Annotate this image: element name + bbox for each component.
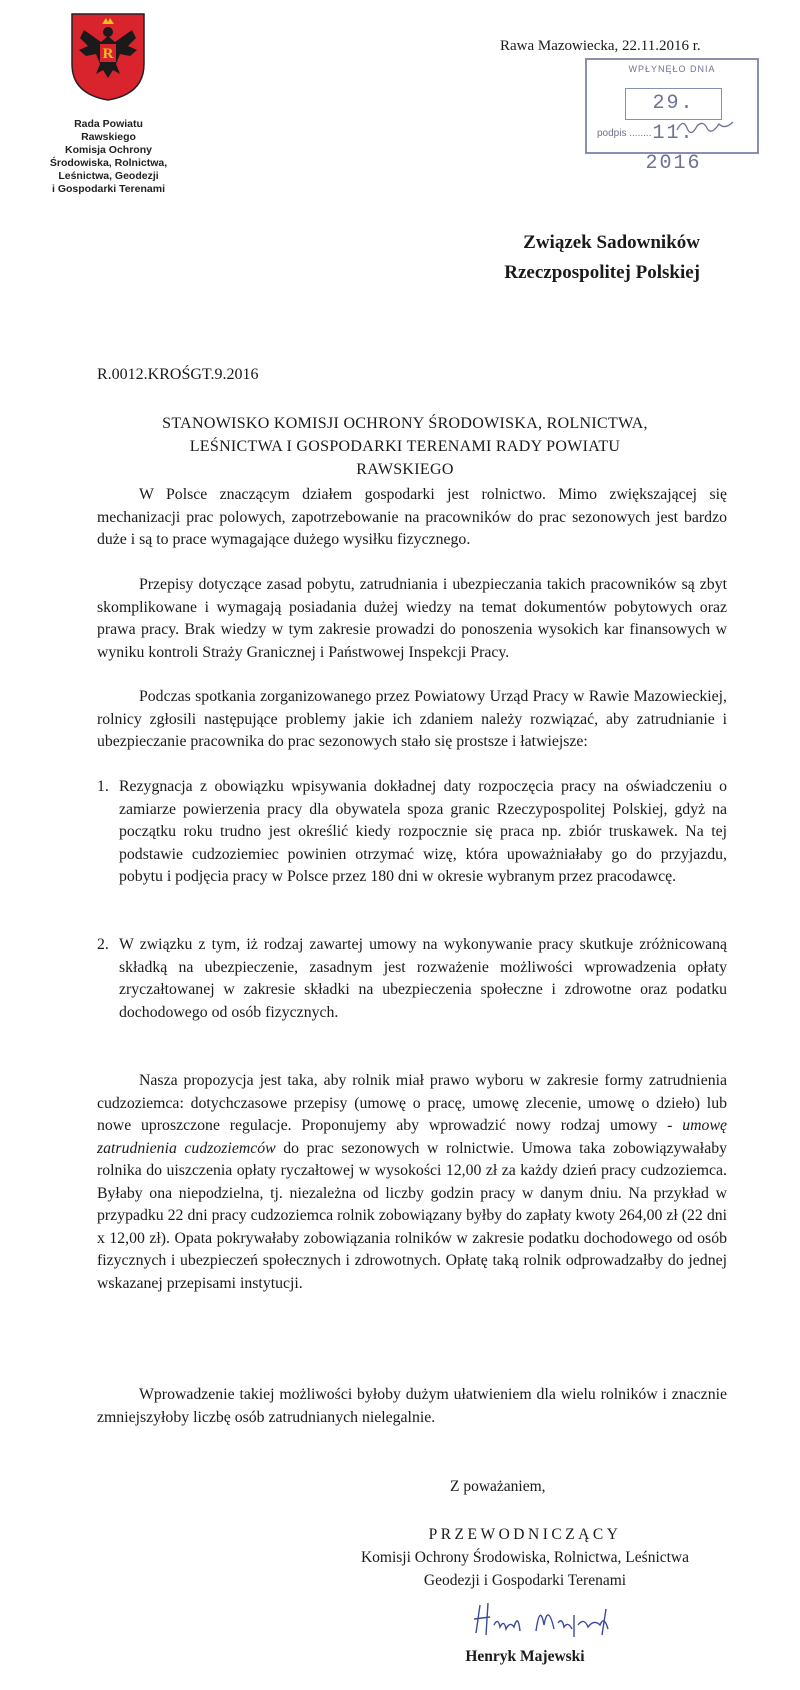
place-and-date: Rawa Mazowiecka, 22.11.2016 r. <box>500 38 701 54</box>
paragraph-intro: W Polsce znaczącym działem gospodarki jest rolnictwo. Mimo zwiększającej się mechanizacji prac polowych, zapotrzebowanie na pracowników do prac sezonowych jest bardzo duże i są to prace wymagające dużego wysiłku fizycznego. <box>97 486 727 548</box>
paragraph-proposal <box>97 1070 727 1295</box>
stamp-initials-icon <box>675 116 735 136</box>
closing-salutation: Z poważaniem, <box>450 1478 546 1495</box>
list-item <box>97 776 727 889</box>
issuer-line: Środowiska, Rolnictwa, <box>49 157 168 169</box>
paragraph-regulations: Przepisy dotyczące zasad pobytu, zatrudniania i ubezpieczania takich pracowników są zbyt skomplikowane i wymagają posiadania dużej wiedzy na temat dokumentów pobytowych oraz prawa pracy. Brak wiedzy w tym zakresie prowadzi do ponoszenia wysokich kar finansowych w wyniku kontroli Straży Granicznej i Państwowej Inspekcji Pracy. <box>97 576 727 661</box>
issuer-line: Leśnictwa, Geodezji <box>58 170 159 182</box>
recipient <box>400 228 700 288</box>
recipient-line: Związek Sadowników <box>523 232 700 253</box>
stamp-signature-label: podpis ........ <box>597 128 652 139</box>
signatory-committee: Komisji Ochrony Środowiska, Rolnictwa, Leśnictwa <box>360 1549 690 1566</box>
stamp-title: WPŁYNĘŁO DNIA <box>628 64 716 74</box>
list-item-text: W związku z tym, iż rodzaj zawartej umowy na wykonywanie pracy skutkuje zróżnicowaną składką na ubezpieczenie, zasadnym jest rozważenie możliwości wprowadzenia opłaty zryczałtowanej w zakresie składki na ubezpieczenia społeczne i zdrowotne oraz podatku dochodowego od osób fizycznych. <box>119 936 727 1021</box>
recipient-line: Rzeczpospolitej Polskiej <box>504 262 700 283</box>
reference-number: R.0012.KROŚGT.9.2016 <box>97 366 259 383</box>
issuer-line: Rada Powiatu <box>74 118 143 130</box>
list-item-text: Rezygnacja z obowiązku wpisywania dokładnej daty rozpoczęcia pracy na oświadczeniu o zamiarze powierzenia pracy dla obywatela spoza granic Rzeczypospolitej Polskiej, gdyż na początku roku trudno jest określić kiedy rozpocznie się praca np. zbiór truskawek. Na tej podstawie cudzoziemiec powinien otrzymać wizę, która upoważniałaby go do przyjazdu, pobytu i podjęcia pracy w Polsce przez 180 dni w okresie wybranym przez pracodawcę. <box>119 778 727 885</box>
stamp-date: 29. 11. 2016 <box>625 88 722 120</box>
received-stamp <box>585 58 759 175</box>
paragraph-meeting: Podczas spotkania zorganizowanego przez Powiatowy Urząd Pracy w Rawie Mazowieckiej, rolnicy zgłosili następujące problemy jakie ich zdaniem należy rozwiązać, aby zatrudnianie i ubezpieczanie pracownika do prac sezonowych stało się prostsze i łatwiejsze: <box>97 688 727 750</box>
proposal-text: do prac sezonowych w rolnictwie. Umowa taka zobowiązywałaby rolnika do uiszczenia opłaty ryczałtowej w wysokości 12,00 zł za każdy dzień pracy cudzoziemca. Byłaby ona niepodzielna, tj. niezależna od liczby godzin pracy w danym dniu. Na przykład w przypadku 22 dni pracy cudzoziemca rolnik zobowiązany byłby do zapłaty kwoty 264,00 zł (22 dni x 12,00 zł). Opata pokrywałaby zobowiązania rolników w zakresie podatku dochodowego od osób fizycznych i ubezpieczeń społecznych i zdrowotnych. Opłatę taką rolnik odprowadzałby do jednej wskazanej przepisami instytucji. <box>97 1139 727 1292</box>
coat-of-arms-icon <box>70 12 146 102</box>
signatory-name: Henryk Majewski <box>465 1648 585 1665</box>
issuer-line: Komisja Ochrony <box>65 144 152 156</box>
list-item <box>97 934 727 1024</box>
proposal-text: Nasza propozycja jest taka, aby rolnik miał prawo wyboru w zakresie formy zatrudnienia cudzoziemca: dotychczasowe przepisy (umowę o pracę, umowę zlecenie, umowę o dzieło) lub nowe uproszczone regulacje. Proponujemy aby wprowadzić nowy rodzaj umowy - <box>97 1072 727 1134</box>
issuer-line: i Gospodarki Terenami <box>51 183 165 195</box>
heading-line: LEŚNICTWA I GOSPODARKI TERENAMI RADY POWIATU <box>189 438 621 455</box>
list-item-number: 1. <box>97 778 109 795</box>
issuer-organization <box>36 118 181 196</box>
proposal-emphasis: umowę zatrudnienia cudzoziemców <box>97 1117 727 1157</box>
issuer-line: Rawskiego <box>81 131 136 143</box>
heading-line: STANOWISKO KOMISJI OCHRONY ŚRODOWISKA, ROLNICTWA, <box>162 415 648 432</box>
document-heading <box>95 412 715 481</box>
signatory-committee: Geodezji i Gospodarki Terenami <box>423 1572 627 1589</box>
paragraph-conclusion: Wprowadzenie takiej możliwości byłoby dużym ułatwieniem dla wielu rolników i znacznie zmniejszyłoby liczbę osób zatrudnianych nielegalnie. <box>97 1386 727 1426</box>
svg-text:R: R <box>102 46 114 62</box>
heading-line: RAWSKIEGO <box>356 461 454 478</box>
handwritten-signature-icon <box>470 1595 620 1645</box>
signatory-title: PRZEWODNICZĄCY <box>428 1526 622 1543</box>
list-item-number: 2. <box>97 936 109 953</box>
